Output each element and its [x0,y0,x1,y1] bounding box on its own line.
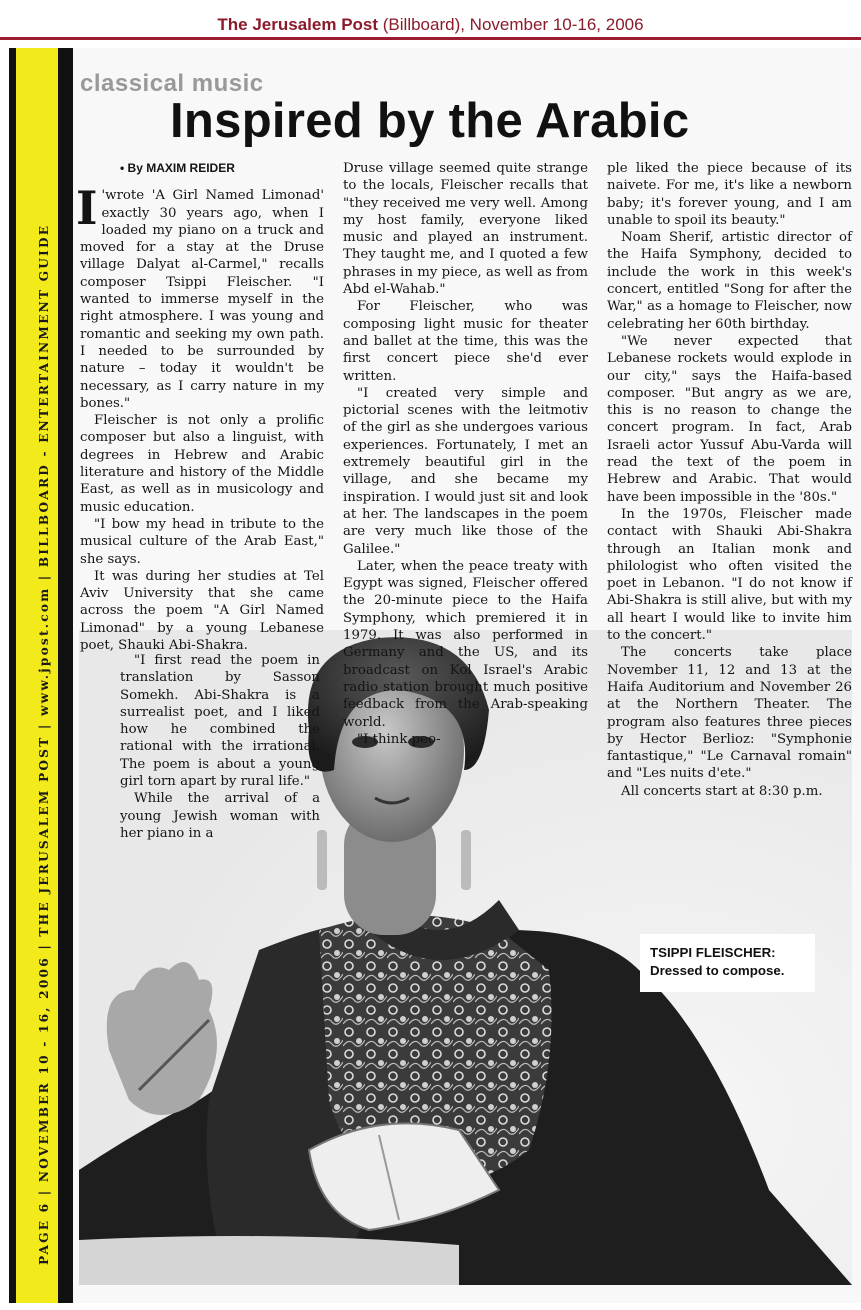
article-column-1 [76,160,324,654]
article-column-1-continued [120,652,320,842]
article-paragraph: While the arrival of a young Jewish woman with her piano in a [120,791,320,841]
article-paragraph: All concerts start at 8:30 p.m. [621,783,823,799]
article-paragraph: It was during her studies at Tel Aviv University that she came across the poem "A Girl Named Limonad" by a young Lebanese poet, Shauki Abi-Shakra. [80,568,324,654]
article-paragraph: Later, when the peace treaty with Egypt was signed, Fleischer offered the 20-minute piece to the Haifa Symphony, which premiered it in 1979. It was also performed in Germany and the US, and its broadcast on Kol Israel's Arabic radio station brought much positive feedback from the Arab-speaking world. [343,558,588,730]
photo-caption [650,944,785,980]
article-paragraph: "We never expected that Lebanese rockets would explode in our city," says the Haifa-based composer. "But angry as we are, this is no reason to change the concert program. In fact, Arab Israeli actor Yussuf Abu-Varda will read the text of the poem in Hebrew and Arabic. That would have been impossible in the '80s." [607,333,852,505]
header-rule [0,37,861,40]
article-paragraph: Noam Sherif, artistic director of the Haifa Symphony, decided to include the work in this week's concert, entitled "Song for after the War," as a homage to Fleischer, now celebrating her 60th birthday. [607,230,852,332]
article-paragraph: "I created very simple and pictorial scenes with the leitmotiv of the girl as she undergoes various experiences. Fortunately, I met an extremely beautiful girl in the village, and she became my inspiration. I would just sit and look at her. The landscapes in the poem are very much like those of the Galilee." [343,385,588,557]
caption-name: TSIPPI FLEISCHER: [650,945,776,960]
caption-text: Dressed to compose. [650,963,785,978]
lead-paragraph: I 'wrote 'A Girl Named Limonad' exactly 30 years ago, when I loaded my piano on a truck and moved for a stay at the Druse village Dalyat al-Carmel," recalls composer Tsippi Fleischer. "I wanted to immerse myself in the right atmosphere. I was young and romantic and seeking my own path. I needed to be surrounded by nature – today it wouldn't be necessary, as I carry nature in my bones." [76,181,324,411]
article-paragraph: Fleischer is not only a prolific composer but also a linguist, with degrees in Hebrew and Arabic literature and history of the Middle East, as well as in musicology and music education. [80,413,324,515]
spine-text: PAGE 6 | NOVEMBER 10 - 16, 2006 | THE JERUSALEM POST | www.jpost.com | BILLBOARD - ENTERTAINMENT GUIDE [37,223,51,1265]
article-paragraph: "I think peo- [357,731,441,747]
article-paragraph: "I first read the poem in translation by Sasson Somekh. Abi-Shakra is a surrealist poet, and I liked how he combined the rational with the irrational. The poem is about a young girl torn apart by rural life." [120,653,320,790]
publication-name: The Jerusalem Post [217,15,379,34]
byline: • By MAXIM REIDER [120,161,235,175]
publication-detail: (Billboard), November 10-16, 2006 [382,15,644,34]
drop-cap: I [76,181,98,236]
article-paragraph: For Fleischer, who was composing light music for theater and ballet at the time, this was the first concert piece she'd ever written. [343,299,588,384]
article-paragraph: "I bow my head in tribute to the musical culture of the Arab East," she says. [80,516,324,567]
article-paragraph: Druse village seemed quite strange to the locals, Fleischer recalls that "they received me very well. Among my host family, everyone liked music and played an instrument. They taught me, and I quoted a few phrases in my piece, as well as from Abd el-Wahab." [343,161,588,298]
section-label: classical music [80,70,264,97]
article-column-2 [343,160,588,748]
article-paragraph: ple liked the piece because of its naivete. For me, it's like a newborn baby; it's forever young, and I am unable to spoil its beauty." [607,161,852,228]
article-paragraph: In the 1970s, Fleischer made contact with Shauki Abi-Shakra through an Italian monk and philologist who often visited the poet in Lebanon. "I do not know if Abi-Shakra is still alive, but with my all heart I would like to invite him to the concert." [607,506,852,644]
article-paragraph: The concerts take place November 11, 12 and 13 at the Haifa Auditorium and November 26 at the Northern Theater. The program also features three pieces by Hector Berlioz: "Symphonie fantastique," "Le Carnaval romain" and "Les nuits d'ete." [607,645,852,782]
article-column-3 [607,160,852,800]
publication-header [0,0,861,38]
headline: Inspired by the Arabic [170,94,690,148]
